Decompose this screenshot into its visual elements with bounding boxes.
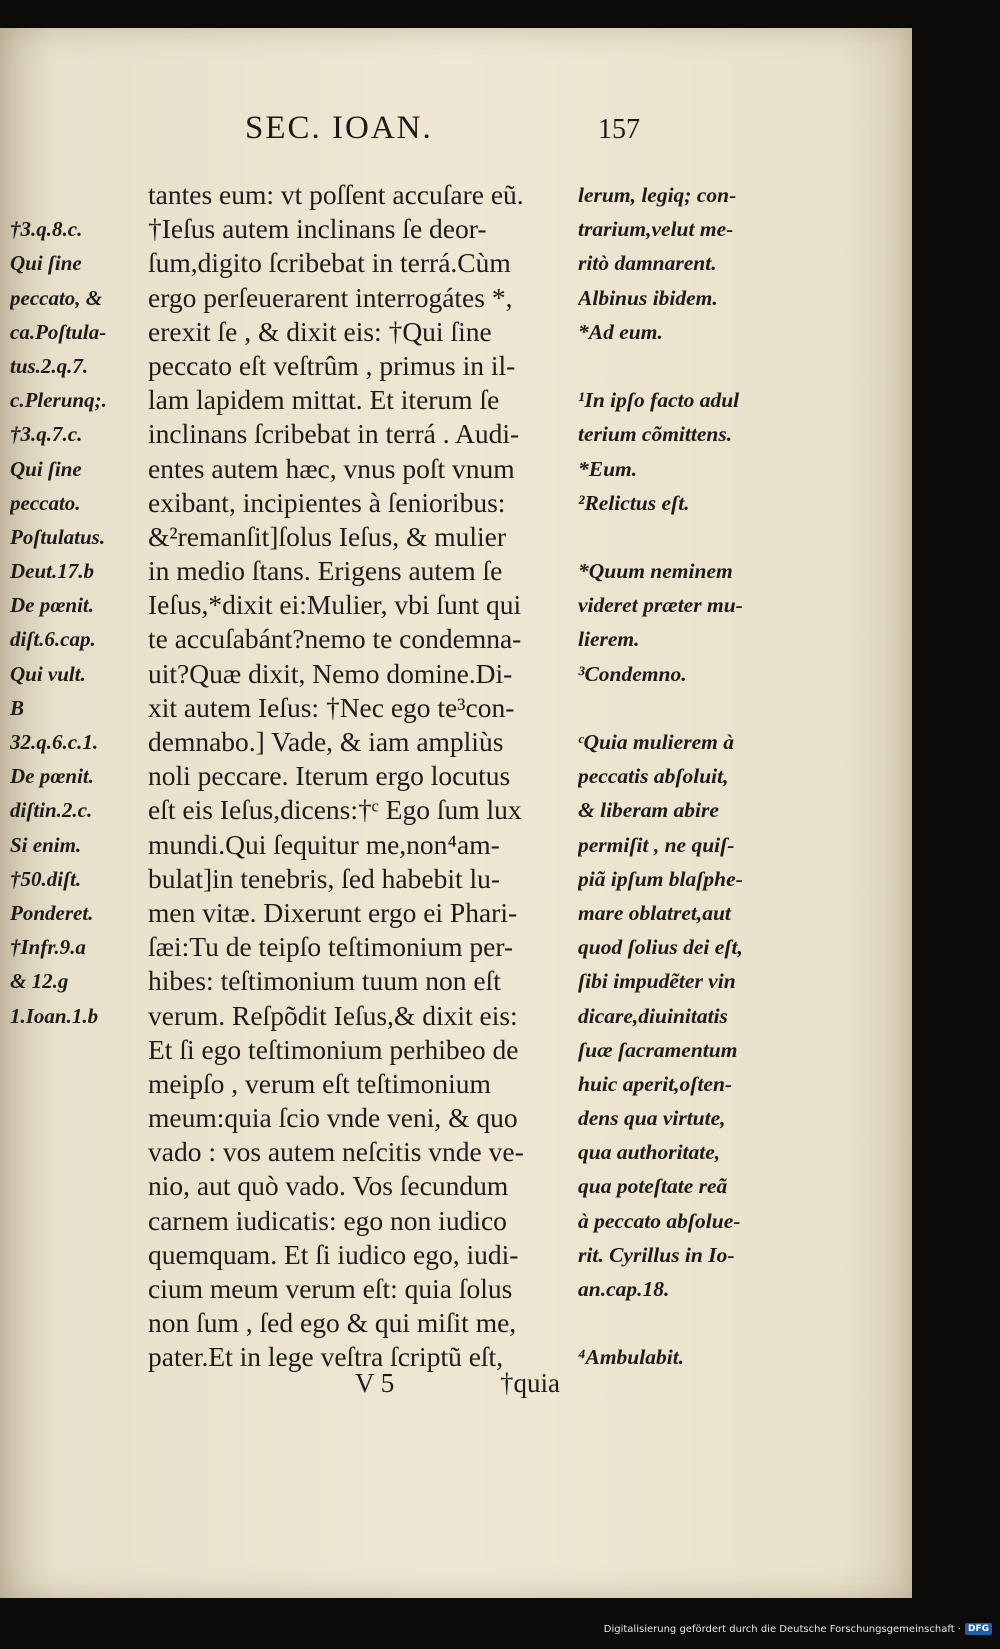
- margin-note-line: peccato, &: [10, 285, 103, 310]
- right-margin-notes: [578, 178, 808, 1375]
- margin-note-line: c.Plerunq;.: [10, 388, 107, 413]
- text-line: mundi.Qui ſequitur me,non⁴am-: [148, 828, 500, 860]
- gloss-line: ſibi impudẽter vin: [578, 969, 736, 994]
- text-line: tantes eum: vt poſſent accuſare eũ.: [148, 179, 524, 210]
- margin-note-line: B: [10, 695, 25, 720]
- margin-note-line: ca.Poſtula-: [10, 319, 107, 344]
- text-line: uit?Quæ dixit, Nemo domine.Di-: [148, 657, 513, 689]
- gloss-line: dicare,diuinitatis: [578, 1003, 728, 1028]
- gloss-line: lierem.: [578, 627, 640, 652]
- margin-note-line: tus.2.q.7.: [10, 353, 89, 378]
- margin-note-line: Qui ſine: [10, 251, 82, 276]
- dfg-logo-icon: DFG: [965, 1623, 992, 1635]
- margin-note-line: Si enim.: [10, 832, 82, 857]
- text-line: †Ieſus autem inclinans ſe deor-: [148, 213, 487, 245]
- text-line: non ſum , ſed ego & qui miſit me,: [148, 1307, 517, 1339]
- gloss-line: à peccato abſolue-: [578, 1208, 741, 1233]
- text-line: nio, aut quò vado. Vos ſecundum: [148, 1170, 509, 1202]
- gloss-line: *Ad eum.: [578, 319, 663, 344]
- margin-note-line: Ponderet.: [10, 900, 94, 925]
- text-line: vado : vos autem neſcitis vnde ve-: [148, 1136, 524, 1168]
- gloss-line: permiſit , ne quiſ-: [578, 832, 735, 857]
- margin-note-line: diſtin.2.c.: [10, 798, 93, 823]
- gloss-line: mare oblatret,aut: [578, 900, 731, 925]
- gloss-line: [578, 520, 808, 554]
- page-header: [0, 110, 912, 160]
- margin-note-line: [10, 178, 145, 212]
- text-line: ſum,digito ſcribebat in terrá.Cùm: [148, 247, 511, 279]
- text-line: men vitæ. Dixerunt ergo ei Phari-: [148, 896, 518, 928]
- text-line: carnem iudicatis: ego non iudico: [148, 1204, 507, 1236]
- digitization-credit: [604, 1621, 992, 1637]
- gloss-line: ⁴Ambulabit.: [578, 1345, 685, 1370]
- margin-note-line: Deut.17.b: [10, 559, 94, 584]
- gloss-line: qua authoritate,: [578, 1140, 721, 1165]
- text-line: demnabo.] Vade, & iam ampliùs: [148, 726, 504, 757]
- gloss-line: videret præter mu-: [578, 593, 743, 618]
- text-line: ergo perſeuerarent interrogátes *,: [148, 281, 513, 313]
- text-line: quemquam. Et ſi iudico ego, iudi-: [148, 1238, 519, 1270]
- margin-note-line: Poſtulatus.: [10, 524, 106, 549]
- text-line: Ieſus,*dixit ei:Mulier, vbi ſunt qui: [148, 589, 522, 621]
- credit-text: Digitalisierung gefördert durch die Deutsche Forschungsgemeinschaft ·: [603, 1623, 961, 1635]
- margin-note-line: Qui vult.: [10, 661, 86, 686]
- catchword: †quia: [500, 1368, 560, 1398]
- running-head: SEC. IOAN.: [245, 110, 433, 146]
- text-line: verum. Reſpõdit Ieſus,& dixit eis:: [148, 999, 518, 1031]
- gloss-line: [578, 1306, 808, 1340]
- margin-note-line: †3.q.7.c.: [10, 422, 83, 447]
- text-line: te accuſabánt?nemo te condemna-: [148, 623, 522, 655]
- gloss-line: & liberam abire: [578, 798, 719, 823]
- text-line: erexit ſe , & dixit eis: †Qui ſine: [148, 315, 492, 347]
- text-line: noli peccare. Iterum ergo locutus: [148, 760, 511, 792]
- gloss-line: [578, 349, 808, 383]
- gloss-line: qua poteſtate reã: [578, 1174, 728, 1199]
- margin-note-line: 32.q.6.c.1.: [10, 730, 99, 754]
- text-line: Et ſi ego teſtimonium perhibeo de: [148, 1033, 519, 1065]
- page-signature-line: [0, 1368, 912, 1408]
- gloss-line: peccatis abſoluit,: [578, 764, 729, 789]
- margin-note-line: De pœnit.: [10, 593, 94, 618]
- gloss-line: piã ipſum blaſphe-: [578, 866, 743, 891]
- gloss-line: Albinus ibidem.: [578, 285, 718, 310]
- text-line: pater.Et in lege veſtra ſcriptũ eſt,: [148, 1341, 504, 1373]
- text-line: entes autem hæc, vnus poſt vnum: [148, 452, 515, 484]
- left-margin-notes: [10, 178, 145, 1033]
- text-line: bulat]in tenebris, ſed habebit lu-: [148, 862, 501, 894]
- gloss-line: an.cap.18.: [578, 1277, 670, 1301]
- margin-note-line: †3.q.8.c.: [10, 217, 83, 242]
- margin-note-line: Qui ſine: [10, 456, 82, 481]
- text-line: in medio ſtans. Erigens autem ſe: [148, 555, 503, 587]
- main-text-column: [148, 178, 573, 1375]
- margin-note-line: †50.diſt.: [10, 866, 82, 891]
- gloss-line: [578, 691, 808, 725]
- gloss-line: dens qua virtute,: [578, 1106, 726, 1131]
- gloss-line: *Eum.: [578, 456, 638, 481]
- gloss-line: ritò damnarent.: [578, 251, 717, 276]
- text-line: peccato eſt veſtrûm , primus in il-: [148, 349, 516, 381]
- gloss-line: lerum, legiq; con-: [578, 183, 737, 207]
- text-line: eſt eis Ieſus,dicens:†ᶜ Ego ſum lux: [148, 794, 522, 826]
- gloss-line: ¹In ipſo facto adul: [578, 388, 740, 413]
- margin-note-line: peccato.: [10, 490, 81, 515]
- gloss-line: *Quum neminem: [578, 559, 733, 584]
- gloss-line: huic aperit,oſten-: [578, 1071, 733, 1096]
- text-line: xit autem Ieſus: †Nec ego te³con-: [148, 691, 515, 723]
- gloss-line: ᶜQuia mulierem à: [578, 730, 734, 754]
- gloss-line: terium cõmittens.: [578, 422, 733, 447]
- signature-mark: V 5: [355, 1368, 395, 1398]
- gloss-line: ²Relictus eſt.: [578, 490, 690, 515]
- gloss-line: ³Condemno.: [578, 661, 687, 686]
- margin-note-line: †Infr.9.a: [10, 935, 86, 960]
- text-line: meum:quia ſcio vnde veni, & quo: [148, 1102, 518, 1134]
- gloss-line: quod ſolius dei eſt,: [578, 935, 743, 960]
- page-number: 157: [598, 114, 640, 145]
- margin-note-line: diſt.6.cap.: [10, 627, 96, 652]
- book-page: [0, 28, 912, 1598]
- text-line: hibes: teſtimonium tuum non eſt: [148, 965, 501, 997]
- margin-note-line: De pœnit.: [10, 764, 94, 789]
- text-line: cium meum verum eſt: quia ſolus: [148, 1273, 513, 1304]
- text-line: ſæi:Tu de teipſo teſtimonium per-: [148, 931, 514, 963]
- text-line: &²remanſit]ſolus Ieſus, & mulier: [148, 520, 507, 552]
- gloss-line: rit. Cyrillus in Io-: [578, 1242, 735, 1267]
- gloss-line: trarium,velut me-: [578, 217, 734, 242]
- margin-note-line: & 12.g: [10, 969, 69, 994]
- text-line: inclinans ſcribebat in terrá . Audi-: [148, 418, 520, 450]
- margin-note-line: 1.Ioan.1.b: [10, 1003, 99, 1028]
- text-line: meipſo , verum eſt teſtimonium: [148, 1067, 491, 1099]
- text-line: lam lapidem mittat. Et iterum ſe: [148, 384, 500, 416]
- text-line: exibant, incipientes à ſenioribus:: [148, 486, 506, 518]
- gloss-line: ſuæ ſacramentum: [578, 1037, 738, 1062]
